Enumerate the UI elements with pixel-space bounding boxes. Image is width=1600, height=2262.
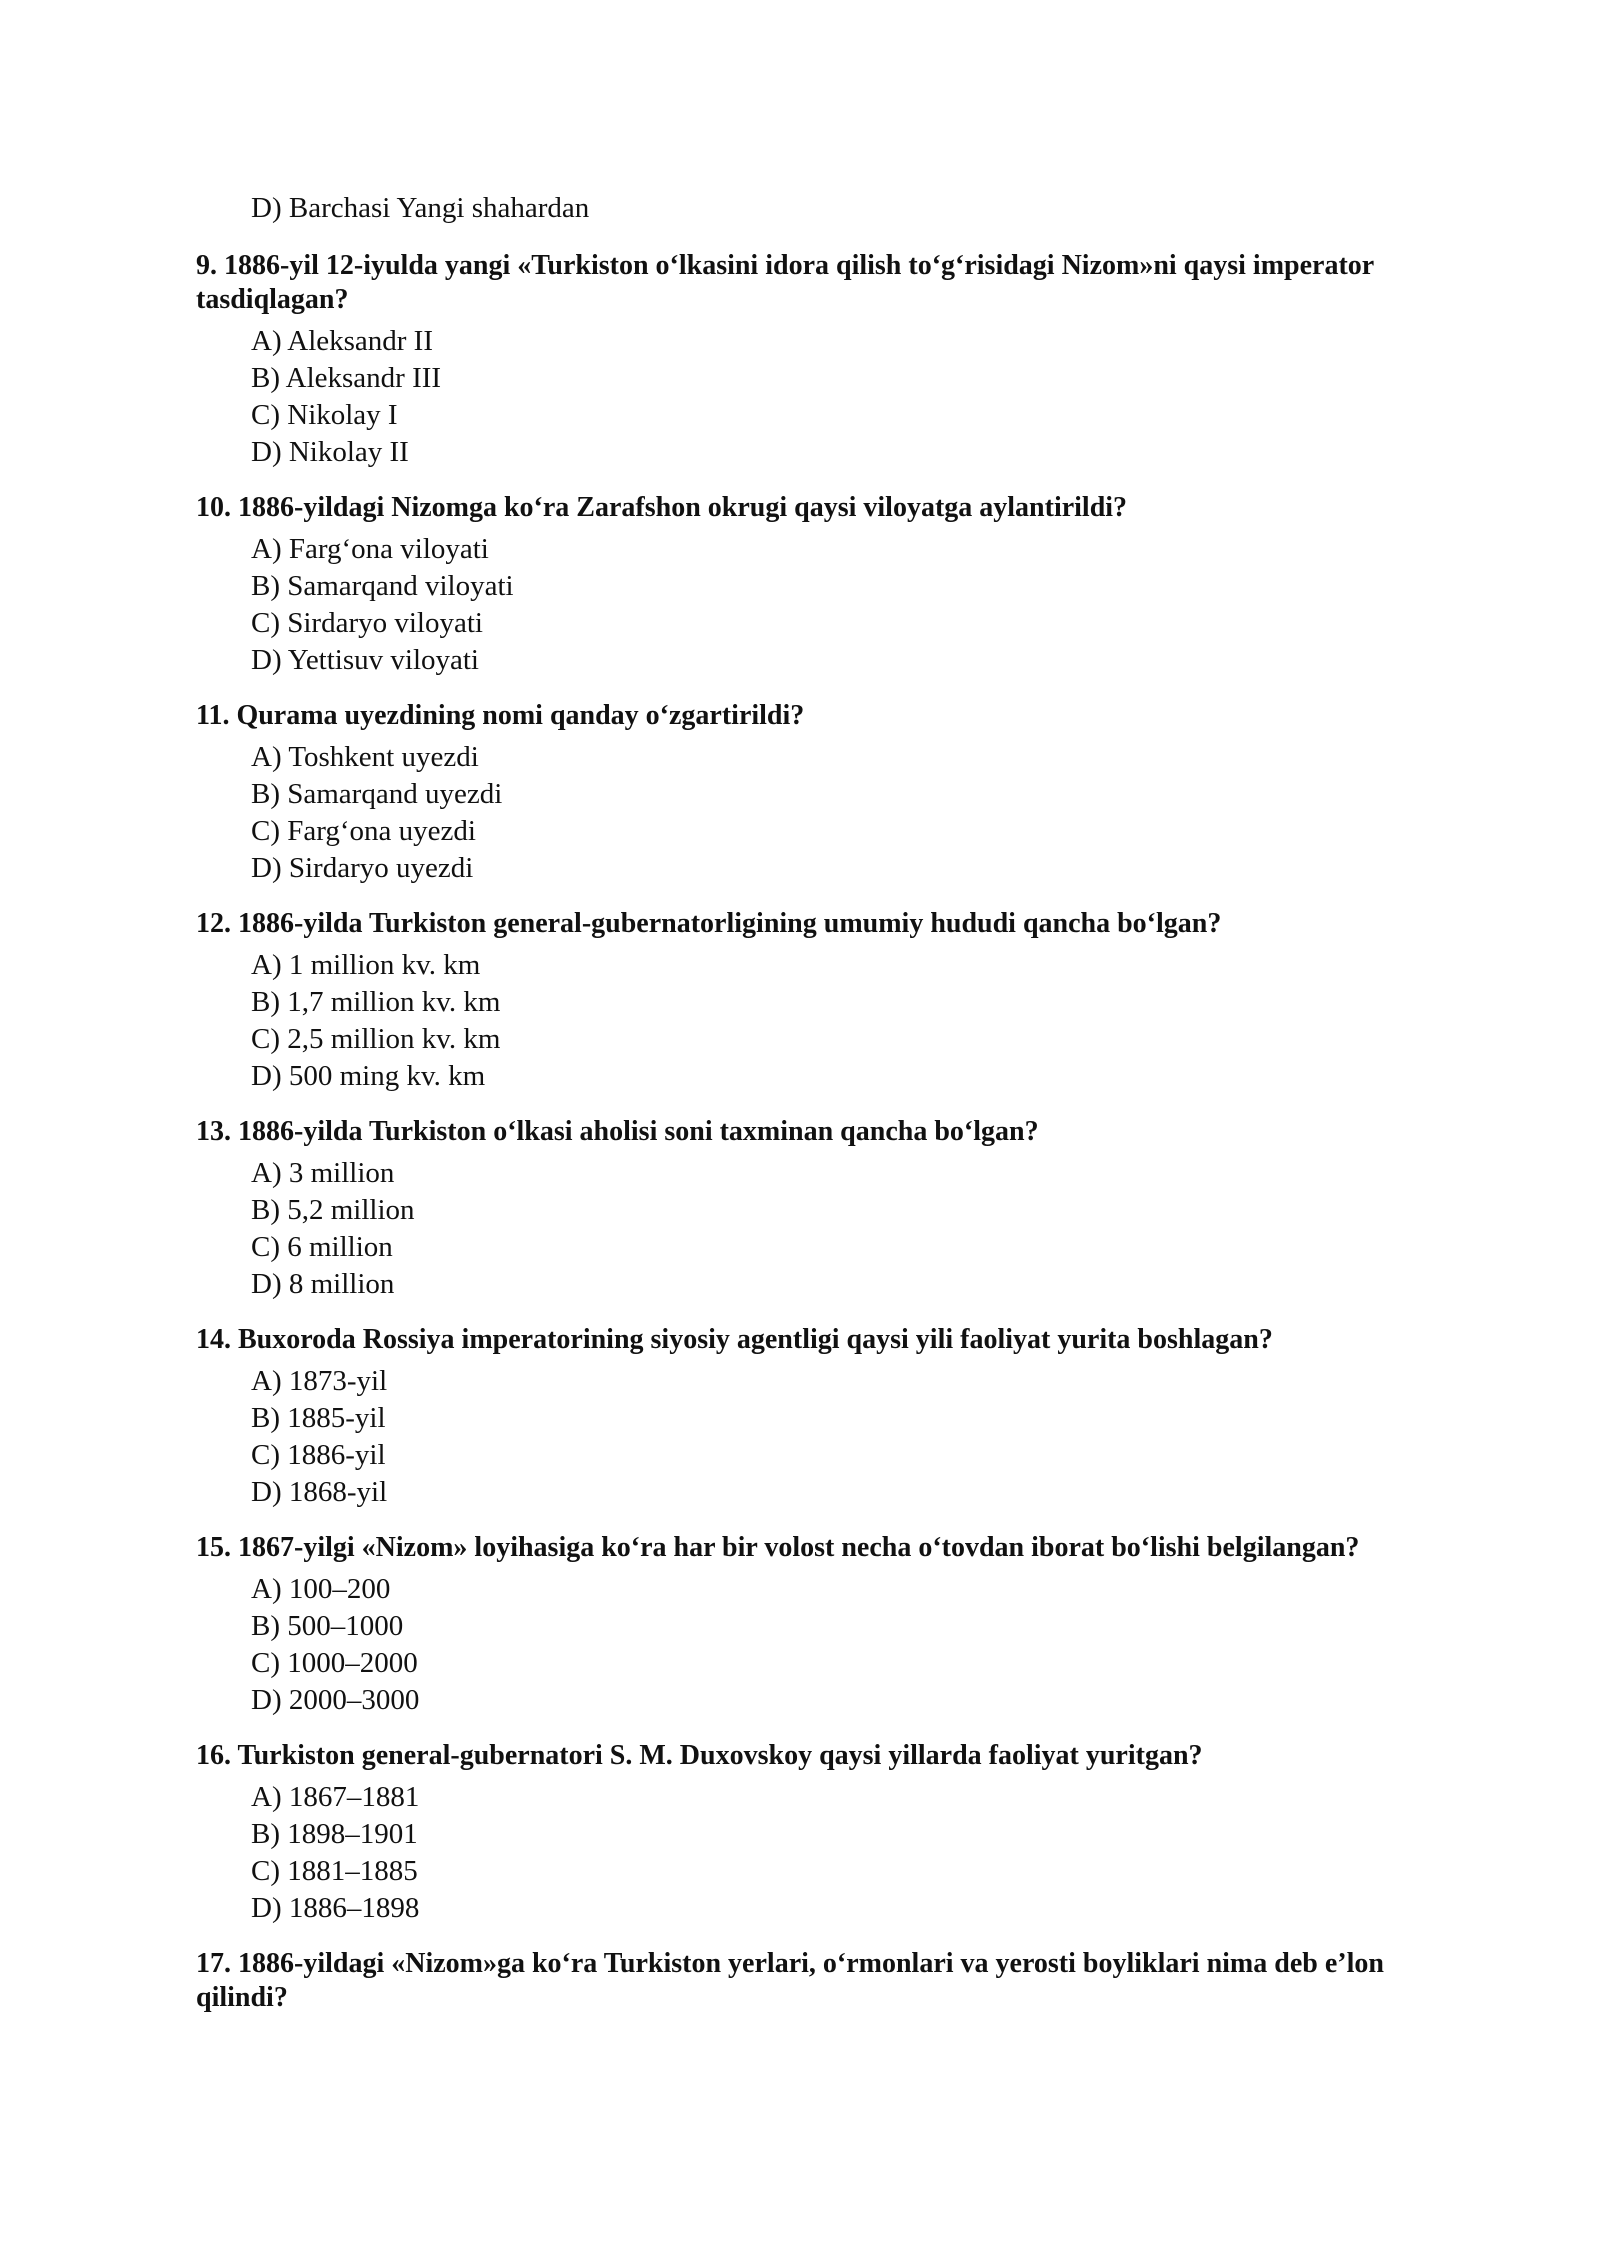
answer-option: B) Aleksandr III [251,362,442,394]
question-text: 12. 1886-yilda Turkiston general-gubernatorligining umumiy hududi qancha bo‘lgan? [196,908,1222,939]
answer-option: A) Toshkent uyezdi [251,741,479,773]
answer-option: D) Sirdaryo uyezdi [251,852,474,884]
question-text: 15. 1867-yilgi «Nizom» loyihasiga ko‘ra har bir volost necha o‘tovdan iborat bo‘lishi belgilangan? [196,1532,1360,1563]
quiz-content [196,190,1416,2035]
question-text: 16. Turkiston general-gubernatori S. M. Duxovskoy qaysi yillarda faoliyat yuritgan? [196,1740,1203,1771]
answer-option: B) Samarqand viloyati [251,570,514,602]
answer-option: A) 1 million kv. km [251,949,481,981]
question-item [196,1323,1416,1511]
answer-option: D) 2000–3000 [251,1684,420,1716]
answer-option: C) Nikolay I [251,399,398,431]
answer-option: C) 1886-yil [251,1439,386,1471]
question-item [196,1531,1416,1719]
question-item [196,491,1416,679]
answer-option: B) 500–1000 [251,1610,404,1642]
answer-option: D) Yettisuv viloyati [251,644,479,676]
answer-option: D) Nikolay II [251,436,409,468]
question-text: 11. Qurama uyezdining nomi qanday o‘zgartirildi? [196,700,805,731]
answer-option: A) Farg‘ona viloyati [251,533,489,565]
answer-option: A) 3 million [251,1157,395,1189]
answer-option: C) Farg‘ona uyezdi [251,815,476,847]
answer-option: D) 500 ming kv. km [251,1060,486,1092]
question-item [196,249,1416,471]
question-text: 9. 1886-yil 12-iyulda yangi «Turkiston o‘lkasini idora qilish to‘g‘risidagi Nizom»ni qaysi imperator tasdiqlagan? [196,250,1374,315]
answer-option: B) 1,7 million kv. km [251,986,501,1018]
answer-option: C) Sirdaryo viloyati [251,607,483,639]
answer-option: B) 1898–1901 [251,1818,418,1850]
question-item [196,699,1416,887]
answer-option: A) 100–200 [251,1573,391,1605]
question-item [196,907,1416,1095]
answer-option: A) 1873-yil [251,1365,388,1397]
question-item [196,1115,1416,1303]
answer-option: D) 1886–1898 [251,1892,420,1924]
answer-option: C) 6 million [251,1231,393,1263]
answer-option: C) 1000–2000 [251,1647,418,1679]
answer-option: C) 2,5 million kv. km [251,1023,501,1055]
answer-option: A) 1867–1881 [251,1781,420,1813]
answer-option: D) 8 million [251,1268,395,1300]
question-text: 17. 1886-yildagi «Nizom»ga ko‘ra Turkiston yerlari, o‘rmonlari va yerosti boyliklari nima deb e’lon qilindi? [196,1948,1384,2013]
question-text: 10. 1886-yildagi Nizomga ko‘ra Zarafshon okrugi qaysi viloyatga aylantirildi? [196,492,1128,523]
question-text: 14. Buxoroda Rossiya imperatorining siyosiy agentligi qaysi yili faoliyat yurita boshlagan? [196,1324,1273,1355]
answer-option: B) 5,2 million [251,1194,415,1226]
answer-option: B) Samarqand uyezdi [251,778,503,810]
answer-option: D) 1868-yil [251,1476,388,1508]
question-item [196,1947,1416,2015]
question-text: 13. 1886-yilda Turkiston o‘lkasi aholisi soni taxminan qancha bo‘lgan? [196,1116,1039,1147]
answer-option: C) 1881–1885 [251,1855,418,1887]
answer-option: B) 1885-yil [251,1402,386,1434]
question-item [196,1739,1416,1927]
answer-option: D) Barchasi Yangi shahardan [251,192,590,224]
answer-option: A) Aleksandr II [251,325,434,357]
